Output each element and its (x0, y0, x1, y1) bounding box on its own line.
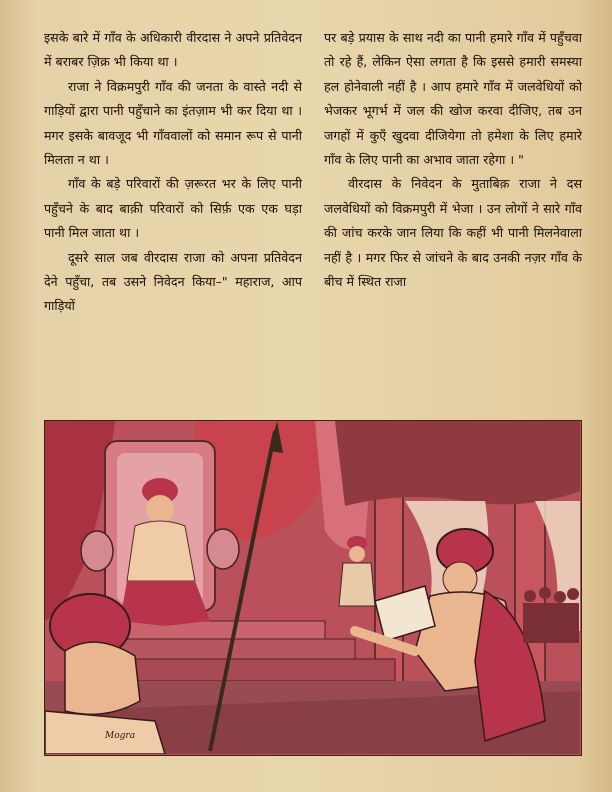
paragraph-3: गाँव के बड़े परिवारों की ज़रूरत भर के लिए पानी पहुँचने के बाद बाक़ी परिवारों को सिर्फ़ एक एक घड़ा पानी मिल जाता था । (44, 176, 302, 241)
paragraph-6: वीरदास के निवेदन के मुताबिक़ राजा ने दस जलवेधियों को विक्रमपुरी में भेजा । उन लोगों ने सारे गाँव की जांच करके जान लिया कि कहीं भी पानी मिलनेवाला नहीं है । मगर फिर से जांचने के बाद उनकी नज़र गाँव के बीच में स्थित राजा (324, 176, 582, 290)
paragraph-5: पर बड़े प्रयास के साथ नदी का पानी हमारे गाँव में पहुँचवा तो रहे हैं, लेकिन ऐसा लगता है कि इससे हमारी समस्या हल होनेवाली नहीं है । आप हमारे गाँव में जलवेधियों को भेजकर भूगर्भ में जल की खोज करवा दीजिए, तब उन जगहों में कुएँ खुदवा दीजियेगा तो हमेशा के लिए हमारे गाँव के लिए पानी का अभाव जाता रहेगा । " (324, 30, 582, 168)
king-face (146, 495, 174, 523)
king-torso (127, 521, 195, 581)
left-drum (81, 531, 113, 571)
paragraph-2: राजा ने विक्रमपुरी गाँव की जनता के वास्ते नदी से गाड़ियों द्वारा पानी पहुँचाने का इंतज़ाम भी कर दिया था । मगर इसके बावजूद भी गाँववालों को समान रूप से पानी मिलता न था । (44, 78, 302, 168)
right-canopy (335, 421, 580, 506)
courtier-face (65, 642, 140, 714)
court-illustration (44, 420, 582, 756)
paragraph-4: दूसरे साल जब वीरदास राजा को अपना प्रतिवेदन देने पहुँचा, तब उसने निवेदन किया–" महाराज, आप गाड़ियों (44, 249, 302, 314)
king-dhoti (120, 581, 210, 626)
right-drum (207, 529, 239, 569)
right-column (324, 26, 582, 294)
paragraph-1: इसके बारे में गाँव के अधिकारी वीरदास ने अपने प्रतिवेदन में बराबर ज़िक्र भी किया था । (44, 30, 302, 70)
story-text (44, 26, 584, 411)
veerdas-face (443, 562, 477, 596)
guard-face (349, 546, 365, 562)
left-column (44, 26, 302, 319)
court-scene-svg (45, 421, 580, 754)
guard-body (339, 563, 375, 606)
artist-signature: Mogra (105, 731, 136, 741)
step-1 (105, 621, 325, 639)
